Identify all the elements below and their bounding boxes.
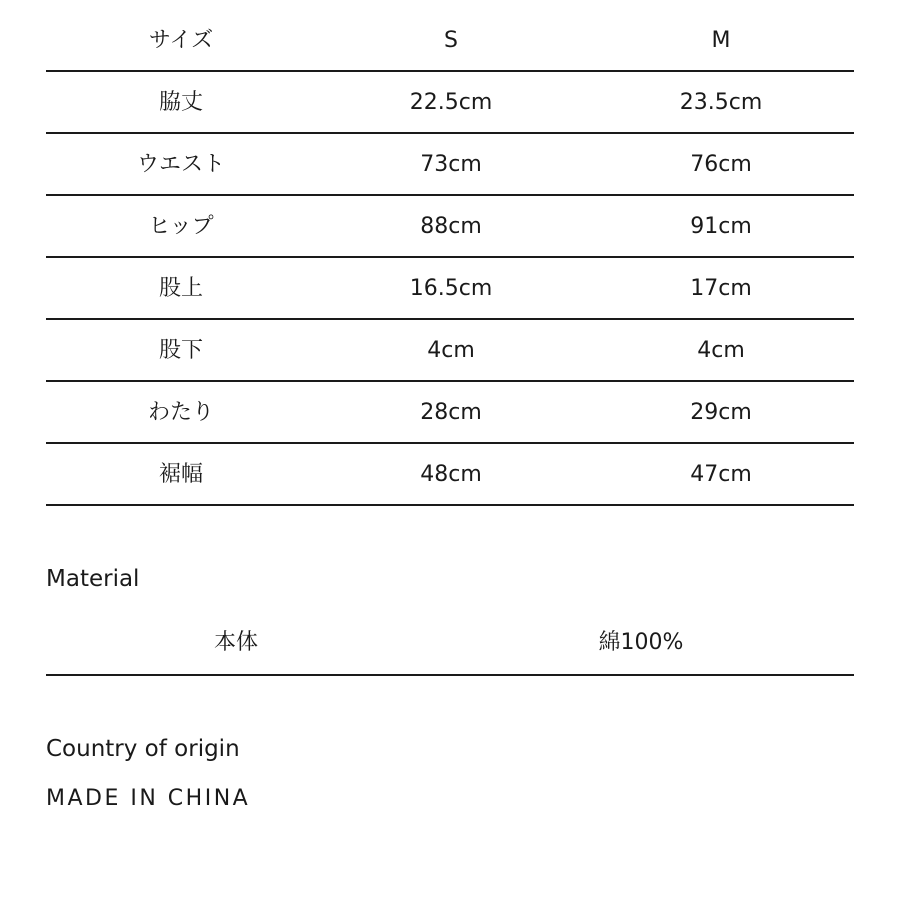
row-label: わたり — [147, 400, 214, 425]
material-row — [46, 614, 854, 676]
row-label: ウエスト — [136, 152, 225, 177]
size-table — [46, 10, 854, 506]
header-size-s: S — [444, 28, 458, 53]
origin-value: MADE IN CHINA — [46, 786, 251, 811]
table-row — [46, 258, 854, 320]
table-row — [46, 382, 854, 444]
row-value-s: 73cm — [420, 152, 482, 177]
material-composition: 綿100% — [598, 630, 684, 655]
row-value-m: 76cm — [690, 152, 752, 177]
table-row — [46, 196, 854, 258]
row-label: 股上 — [158, 276, 203, 301]
row-value-m: 23.5cm — [679, 90, 763, 115]
row-divider — [46, 674, 854, 676]
material-heading: Material — [46, 566, 140, 592]
row-value-m: 47cm — [690, 462, 752, 487]
row-value-s: 4cm — [427, 338, 475, 363]
header-size-label: サイズ — [148, 28, 214, 53]
row-value-m: 4cm — [697, 338, 745, 363]
row-value-m: 17cm — [690, 276, 752, 301]
header-size-m: M — [711, 28, 731, 53]
row-value-m: 91cm — [690, 214, 752, 239]
row-value-s: 48cm — [420, 462, 482, 487]
row-label: ヒップ — [148, 214, 214, 239]
table-row — [46, 134, 854, 196]
origin-heading: Country of origin — [46, 736, 240, 762]
row-value-m: 29cm — [690, 400, 752, 425]
table-row — [46, 444, 854, 506]
row-divider — [46, 504, 854, 506]
row-label: 脇丈 — [158, 90, 203, 115]
table-row — [46, 72, 854, 134]
table-header-row — [46, 10, 854, 72]
row-value-s: 28cm — [420, 400, 482, 425]
row-label: 股下 — [158, 338, 203, 363]
row-label: 裾幅 — [158, 462, 203, 487]
table-row — [46, 320, 854, 382]
row-value-s: 22.5cm — [409, 90, 493, 115]
material-part: 本体 — [213, 630, 258, 655]
row-value-s: 16.5cm — [409, 276, 493, 301]
row-value-s: 88cm — [420, 214, 482, 239]
